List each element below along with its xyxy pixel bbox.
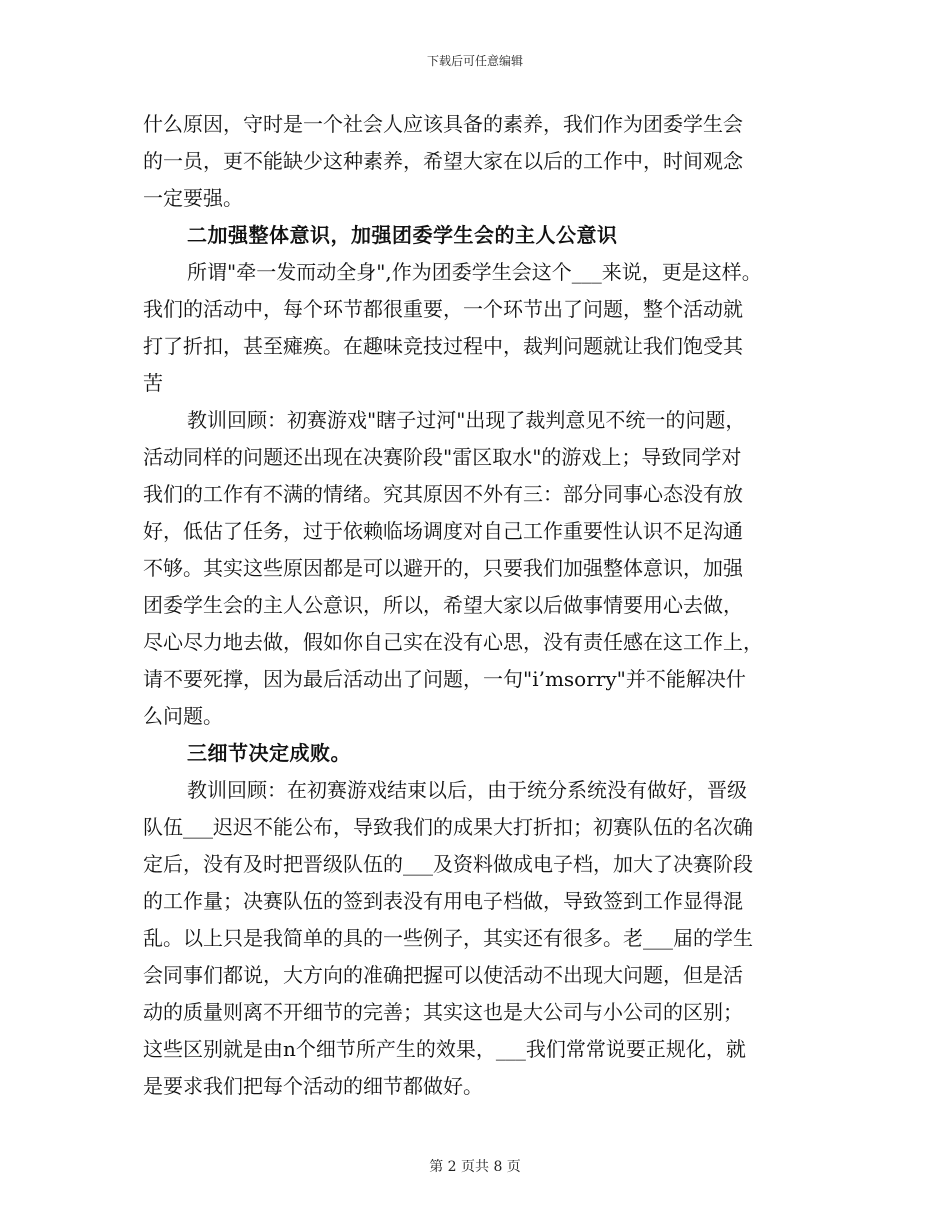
paragraph (143, 106, 823, 217)
text-line: 乱。以上只是我简单的具的一些例子，其实还有很多。老___届的学生 (143, 926, 753, 950)
text-line: 打了折扣，甚至瘫痪。在趣味竞技过程中，裁判问题就让我们饱受其 (143, 334, 743, 358)
text-line: 什么原因，守时是一个社会人应该具备的素养，我们作为团委学生会 (143, 112, 743, 136)
text-line: 团委学生会的主人公意识，所以，希望大家以后做事情要用心去做， (143, 593, 743, 617)
paragraph (143, 402, 823, 735)
text-line: 队伍___迟迟不能公布，导致我们的成果大打折扣；初赛队伍的名次确 (143, 815, 753, 839)
page-footer: 第 2 页共 8 页 (429, 1159, 521, 1175)
text-line: 教训回顾：在初赛游戏结束以后，由于统分系统没有做好，晋级 (187, 778, 747, 802)
section-heading: 二加强整体意识，加强团委学生会的主人公意识 (187, 223, 618, 247)
text-line: 的一员，更不能缺少这种素养，希望大家在以后的工作中，时间观念 (143, 149, 743, 173)
text-line: 活动同样的问题还出现在决赛阶段"雷区取水"的游戏上；导致同学对 (143, 445, 742, 469)
text-line: 么问题。 (143, 704, 223, 728)
text-line: 是要求我们把每个活动的细节都做好。 (143, 1074, 483, 1098)
text-line: 会同事们都说，大方向的准确把握可以使活动不出现大问题，但是活 (143, 963, 743, 987)
text-line: 我们的工作有不满的情绪。究其原因不外有三：部分同事心态没有放 (143, 482, 743, 506)
text-line: 好，低估了任务，过于依赖临场调度对自己工作重要性认识不足沟通 (143, 519, 743, 543)
text-line: 一定要强。 (143, 186, 243, 210)
text-line: 请不要死撑，因为最后活动出了问题，一句"i’msorry"并不能解决什 (143, 667, 746, 691)
text-line: 教训回顾：初赛游戏"瞎子过河"出现了裁判意见不统一的问题， (187, 408, 746, 432)
text-line: 这些区别就是由n个细节所产生的效果，___我们常常说要正规化，就 (143, 1037, 746, 1061)
text-line: 的工作量；决赛队伍的签到表没有用电子档做，导致签到工作显得混 (143, 889, 743, 913)
paragraph (143, 254, 823, 402)
section-heading: 三细节决定成败。 (187, 741, 351, 765)
text-line: 尽心尽力地去做，假如你自己实在没有心思，没有责任感在这工作上， (143, 630, 763, 654)
text-line: 不够。其实这些原因都是可以避开的，只要我们加强整体意识，加强 (143, 556, 743, 580)
text-line: 动的质量则离不开细节的完善；其实这也是大公司与小公司的区别； (143, 1000, 743, 1024)
paragraph (143, 772, 823, 1105)
text-line: 苦 (143, 371, 163, 395)
text-line: 我们的活动中，每个环节都很重要，一个环节出了问题，整个活动就 (143, 297, 743, 321)
text-line: 定后，没有及时把晋级队伍的___及资料做成电子档，加大了决赛阶段 (143, 852, 753, 876)
text-line: 所谓"牵一发而动全身",作为团委学生会这个___来说，更是这样。 (187, 260, 762, 284)
page-header: 下载后可任意编辑 (426, 54, 523, 68)
document-body (143, 106, 823, 1105)
